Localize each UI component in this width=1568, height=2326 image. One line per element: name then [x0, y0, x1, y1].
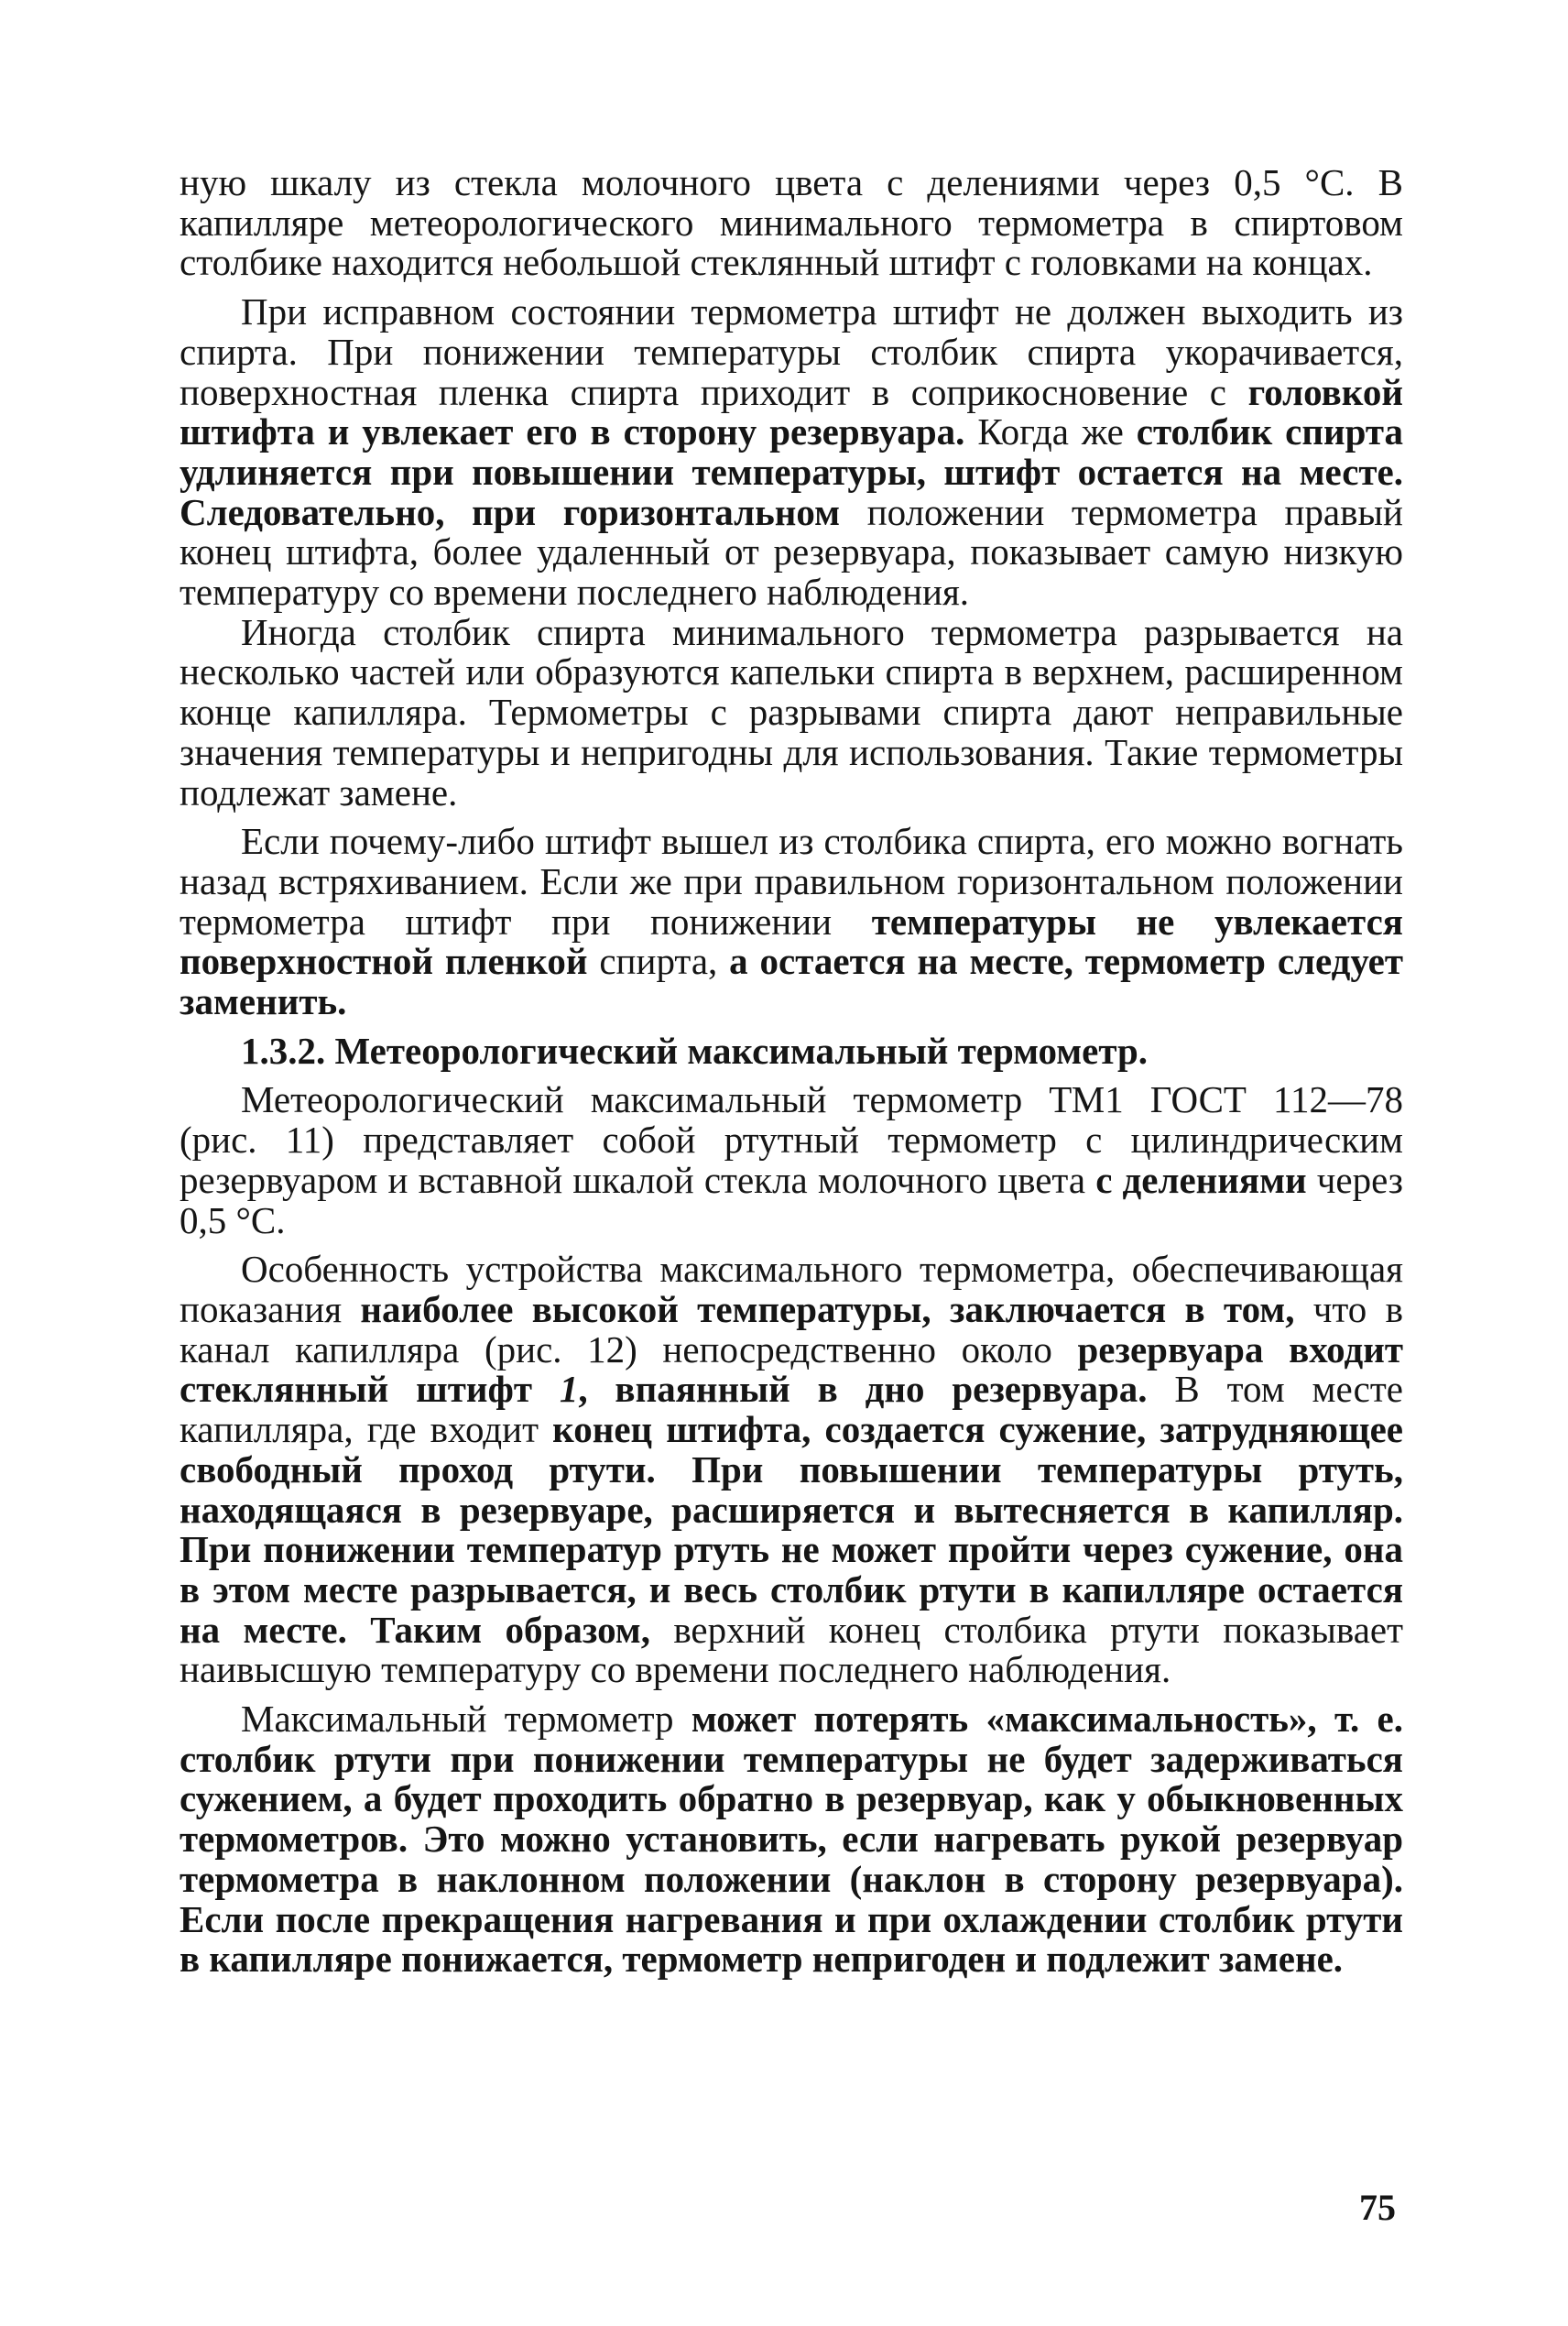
section-heading: 1.3.2. Метеорологический максимальный термометр.	[241, 1029, 1149, 1072]
page-text	[180, 163, 1403, 1980]
paragraph-lost-maximality: Максимальный термометр может потерять «максимальность», т. е. столбик ртути при понижении температуры не будет задерживаться сужением, а будет проходить обратно в резервуар, как у обыкновенных термометров. Это можно установить, если нагревать рукой резервуар термометра в наклонном положении (наклон в сторону резервуара). Если после прекращения нагревания и при охлаждении столбик ртути в капилляре понижается, термометр непригоден и подлежит замене.	[180, 1698, 1403, 1981]
paragraph-max-thermometer: Метеорологический максимальный термометр ТМ1 ГОСТ 112—78 (рис. 11) представляет собой ртутный термометр с цилиндрическим резервуаром и вставной шкалой стекла молочного цвета с делениями через 0,5 °С.	[180, 1078, 1403, 1241]
paragraph-pin-behavior: При исправном состоянии термометра штифт не должен выходить из спирта. При понижении температуры столбик спирта укорачивается, поверхностная пленка спирта приходит в соприкосновение с головкой штифта и увлекает его в сторону резервуара. Когда же столбик спирта удлиняется при повышении температуры, штифт остается на месте. Следовательно, при горизонтальном положении термометра правый конец штифта, более удаленный от резервуара, показывает самую низкую температуру со времени последнего наблюдения.	[180, 290, 1403, 614]
paragraph-design-feature: Особенность устройства максимального термометра, обеспечивающая показания наиболее высокой температуры, заключается в том, что в канал капилляра (рис. 12) непосредственно около резервуара входит стеклянный штифт 1, впаянный в дно резервуара. В том месте капилляра, где входит конец штифта, создается сужение, затрудняющее свободный проход ртути. При повышении температуры ртуть, находящаяся в резервуаре, расширяется и вытесняется в капилляр. При понижении температур ртуть не может пройти через сужение, она в этом месте разрывается, и весь столбик ртути в капилляре остается на месте. Таким образом, верхний конец столбика ртути показывает наивысшую температуру со времени последнего наблюдения.	[180, 1248, 1404, 1691]
page-number: 75	[1359, 2187, 1396, 2228]
paragraph-continuation: ную шкалу из стекла молочного цвета с делениями через 0,5 °С. В капилляре метеорологического минимального термометра в спиртовом столбике находится небольшой стеклянный штифт с головками на концах.	[180, 161, 1403, 284]
paragraph-shaking: Если почему-либо штифт вышел из столбика спирта, его можно вогнать назад встряхиванием. Если же при правильном горизонтальном положении термометра штифт при понижении температуры не увлекается поверхностной пленкой спирта, а остается на месте, термометр следует заменить.	[180, 820, 1403, 1023]
paragraph-column-break: Иногда столбик спирта минимального термометра разрывается на несколько частей или образуются капельки спирта в верхнем, расширенном конце капилляра. Термометры с разрывами спирта дают неправильные значения температуры и непригодны для использования. Такие термометры подлежат замене.	[180, 610, 1403, 814]
